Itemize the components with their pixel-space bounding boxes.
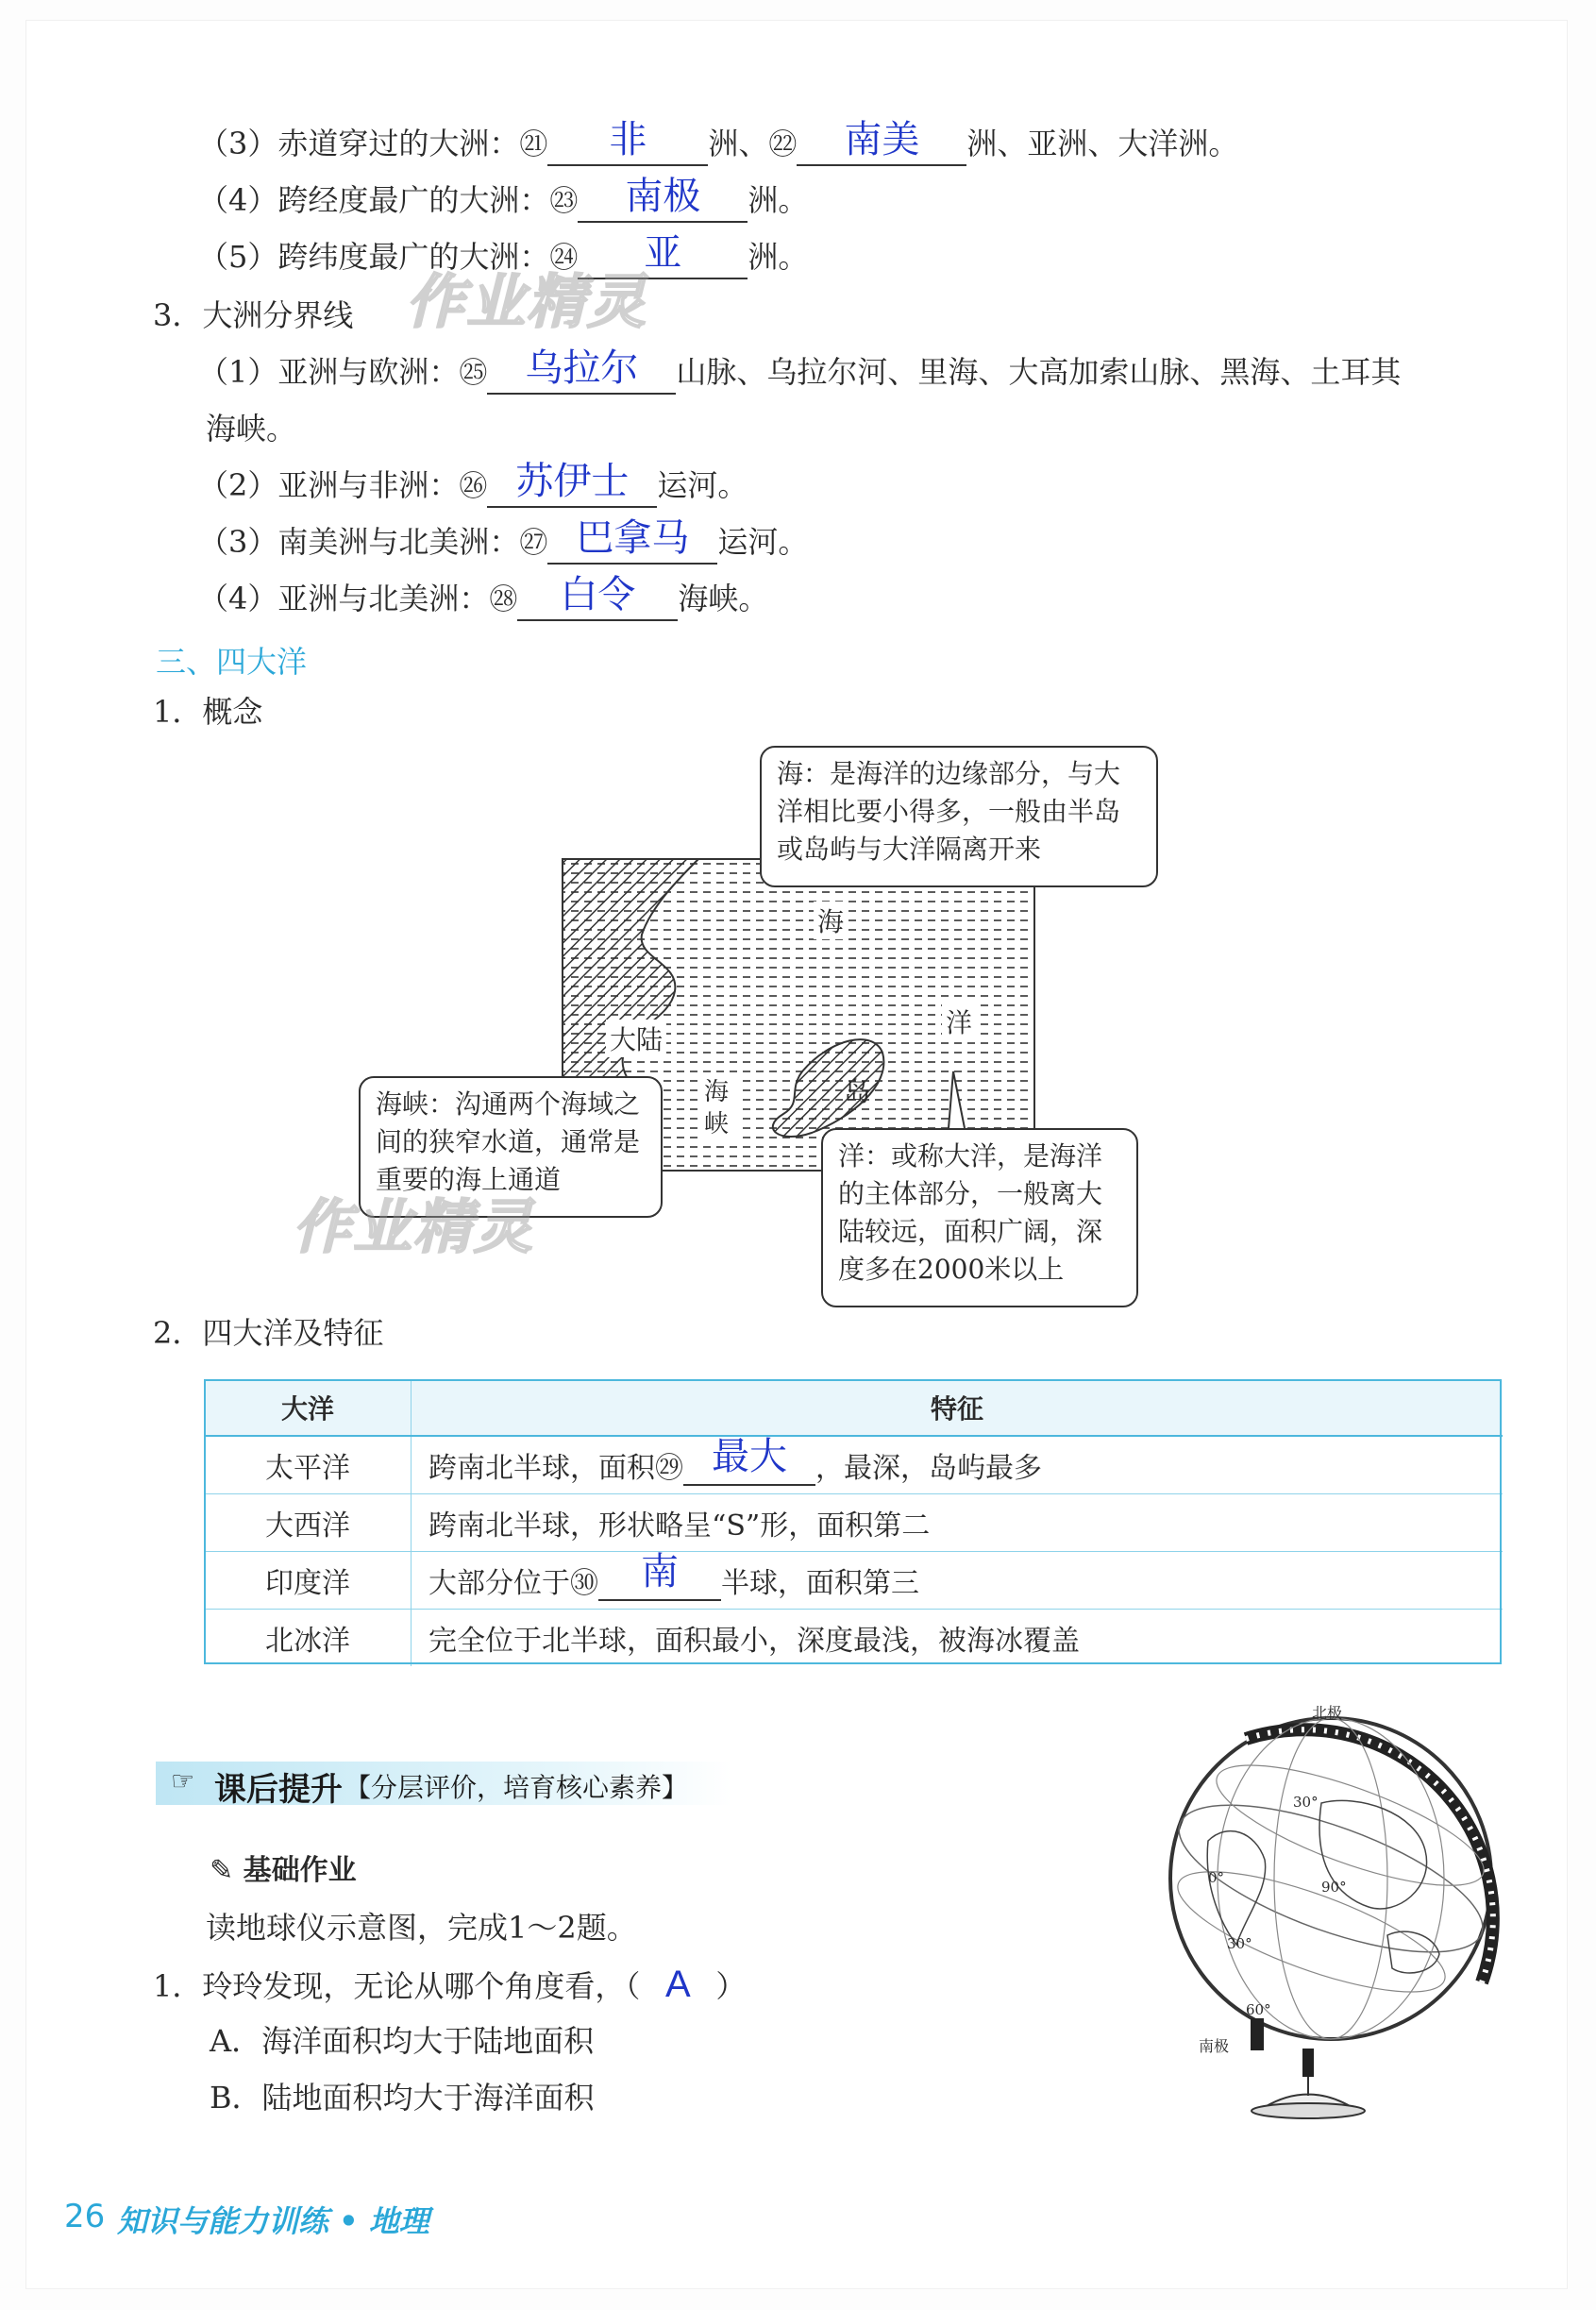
handwritten-answer: 非 xyxy=(609,118,647,161)
answer-blank xyxy=(487,346,676,395)
blank-number: ㉘ xyxy=(489,583,518,616)
strait-bubble: 海峡：沟通两个海域之间的狭窄水道，通常是重要的海上通道 xyxy=(359,1076,663,1218)
answer-blank xyxy=(547,118,708,166)
after-class-banner xyxy=(156,1762,731,1809)
north-pole-label: 北极 xyxy=(1312,1704,1343,1722)
q5-prefix: （5）跨纬度最广的大洲： xyxy=(198,239,550,275)
b4-suffix: 海峡。 xyxy=(678,581,769,616)
b1-suffix: 山脉、乌拉尔河、里海、大高加索山脉、黑海、土耳其 xyxy=(676,354,1402,390)
q1-close: ） xyxy=(715,1968,747,2004)
globe-figure xyxy=(1151,1699,1529,2124)
question-intro: 读地球仪示意图，完成1～2题。 xyxy=(206,1910,637,1946)
basic-work-heading xyxy=(210,1850,357,1892)
question-1 xyxy=(153,1964,746,2007)
answer-blank xyxy=(598,1550,721,1601)
answer-blank xyxy=(487,460,657,508)
latitude-label: 0° xyxy=(1208,1869,1225,1886)
table-header-row xyxy=(205,1380,1503,1436)
banner-subtitle: 【分层评价，培育核心素养】 xyxy=(344,1772,689,1803)
banner-title: 课后提升 xyxy=(214,1771,343,1809)
ocean-bubble: 洋：或称大洋，是海洋的主体部分，一般离大陆较远，面积广阔，深度多在2000米以上 xyxy=(821,1128,1138,1307)
label-ocean: 洋 xyxy=(942,1003,976,1040)
handwritten-answer: 乌拉尔 xyxy=(525,346,639,390)
handwritten-answer: 南极 xyxy=(625,175,701,218)
b4-prefix: （4）亚洲与北美洲： xyxy=(198,581,490,616)
boundary-2 xyxy=(198,460,748,508)
blank-number: ㉓ xyxy=(549,185,579,218)
ocean-name: 印度洋 xyxy=(205,1552,412,1610)
boundaries-heading: 3．大洲分界线 xyxy=(153,297,354,333)
blank-number: ㉑ xyxy=(519,128,548,161)
handwritten-answer: 巴拿马 xyxy=(576,516,690,560)
ocean-name: 大西洋 xyxy=(205,1494,412,1552)
answer-blank xyxy=(547,516,717,565)
blank-number: ㉔ xyxy=(549,242,579,275)
globe-graphic xyxy=(1151,1699,1529,2124)
table-row xyxy=(205,1494,1503,1552)
q4-suffix: 洲。 xyxy=(748,182,809,218)
ocean-feature: 跨南北半球，形状略呈“S”形，面积第二 xyxy=(412,1494,1504,1552)
feature-text: 跨南北半球，面积 xyxy=(428,1452,655,1485)
b2-prefix: （2）亚洲与非洲： xyxy=(198,467,460,503)
answer-blank xyxy=(517,573,678,621)
feature-text: 半球，面积第三 xyxy=(721,1567,919,1600)
boundary-4 xyxy=(198,573,769,621)
ocean-name: 太平洋 xyxy=(205,1436,412,1494)
q5-suffix: 洲。 xyxy=(748,239,809,275)
blank-number: ㉖ xyxy=(459,470,488,503)
answer-blank xyxy=(797,118,966,166)
watermark: 作业精灵 xyxy=(293,1192,535,1261)
boundary-1 xyxy=(198,346,1402,395)
longitude-label: 90° xyxy=(1321,1879,1347,1896)
latitude-label: 60° xyxy=(1246,2001,1271,2018)
ocean-feature: 完全位于北半球，面积最小，深度最浅，被海冰覆盖 xyxy=(412,1610,1504,1667)
table-row xyxy=(205,1610,1503,1667)
blank-number: ㉚ xyxy=(570,1567,598,1600)
section-heading: 三、四大洋 xyxy=(156,644,308,680)
b3-prefix: （3）南美洲与北美洲： xyxy=(198,524,520,560)
header-feature: 特征 xyxy=(412,1380,1504,1436)
sea-bubble: 海：是海洋的边缘部分，与大洋相比要小得多，一般由半岛或岛屿与大洋隔离开来 xyxy=(760,746,1158,887)
option-a[interactable]: A．海洋面积均大于陆地面积 xyxy=(210,2023,595,2059)
page-number: 26 xyxy=(64,2198,106,2235)
concept-heading: 1．概念 xyxy=(153,694,263,730)
table-heading: 2．四大洋及特征 xyxy=(153,1315,384,1351)
boundary-3 xyxy=(198,516,809,565)
handwritten-answer: 南 xyxy=(641,1550,679,1593)
feature-text: ，最深，岛屿最多 xyxy=(815,1452,1042,1485)
blank-number: ㉗ xyxy=(519,527,548,560)
q1-stem: 1．玲玲发现，无论从哪个角度看，（ xyxy=(153,1968,641,2004)
label-island: 岛 xyxy=(844,1076,871,1107)
b3-suffix: 运河。 xyxy=(717,524,809,560)
latitude-label: 30° xyxy=(1293,1794,1319,1811)
ocean-name: 北冰洋 xyxy=(205,1610,412,1667)
header-ocean: 大洋 xyxy=(205,1380,412,1436)
book-title: 知识与能力训练 • 地理 xyxy=(117,2203,429,2239)
watermark: 作业精灵 xyxy=(406,267,648,336)
latitude-label: 30° xyxy=(1227,1935,1252,1952)
continent-q3 xyxy=(198,118,1239,166)
blank-number: ㉒ xyxy=(768,128,798,161)
blank-number: ㉕ xyxy=(459,357,488,390)
blank-number: ㉙ xyxy=(655,1452,683,1485)
south-pole-label: 南极 xyxy=(1199,2037,1230,2055)
q3-prefix: （3）赤道穿过的大洲： xyxy=(198,126,520,161)
option-b[interactable]: B．陆地面积均大于海洋面积 xyxy=(210,2080,595,2116)
ocean-feature xyxy=(412,1552,1504,1610)
answer-blank xyxy=(578,175,748,223)
q3-suffix: 洲、亚洲、大洋洲。 xyxy=(966,126,1239,161)
handwritten-answer: 最大 xyxy=(712,1435,787,1478)
label-sea: 海 xyxy=(814,902,848,939)
pencil-icon: ✎ xyxy=(210,1854,234,1887)
label-land: 大陆 xyxy=(606,1020,666,1057)
handwritten-answer: 南美 xyxy=(844,118,920,161)
continent-q4 xyxy=(198,175,809,223)
label-strait: 海峡 xyxy=(700,1076,740,1140)
q3-mid: 洲、 xyxy=(708,126,769,161)
boundary-1-cont: 海峡。 xyxy=(206,411,297,447)
q4-prefix: （4）跨经度最广的大洲： xyxy=(198,182,550,218)
handwritten-answer: A xyxy=(665,1964,691,2005)
handwritten-answer: 白令 xyxy=(560,573,636,616)
handwritten-answer: 亚 xyxy=(644,231,682,275)
basic-work-label: 基础作业 xyxy=(243,1854,357,1887)
b1-prefix: （1）亚洲与欧洲： xyxy=(198,354,460,390)
pointing-hand-icon: ☞ xyxy=(171,1765,195,1796)
feature-text: 大部分位于 xyxy=(428,1567,570,1600)
ocean-feature xyxy=(412,1436,1504,1494)
table-row xyxy=(205,1552,1503,1610)
answer-blank xyxy=(683,1435,815,1486)
b2-suffix: 运河。 xyxy=(657,467,748,503)
handwritten-answer: 苏伊士 xyxy=(515,460,630,503)
table-row xyxy=(205,1436,1503,1494)
oceans-table xyxy=(205,1380,1503,1666)
